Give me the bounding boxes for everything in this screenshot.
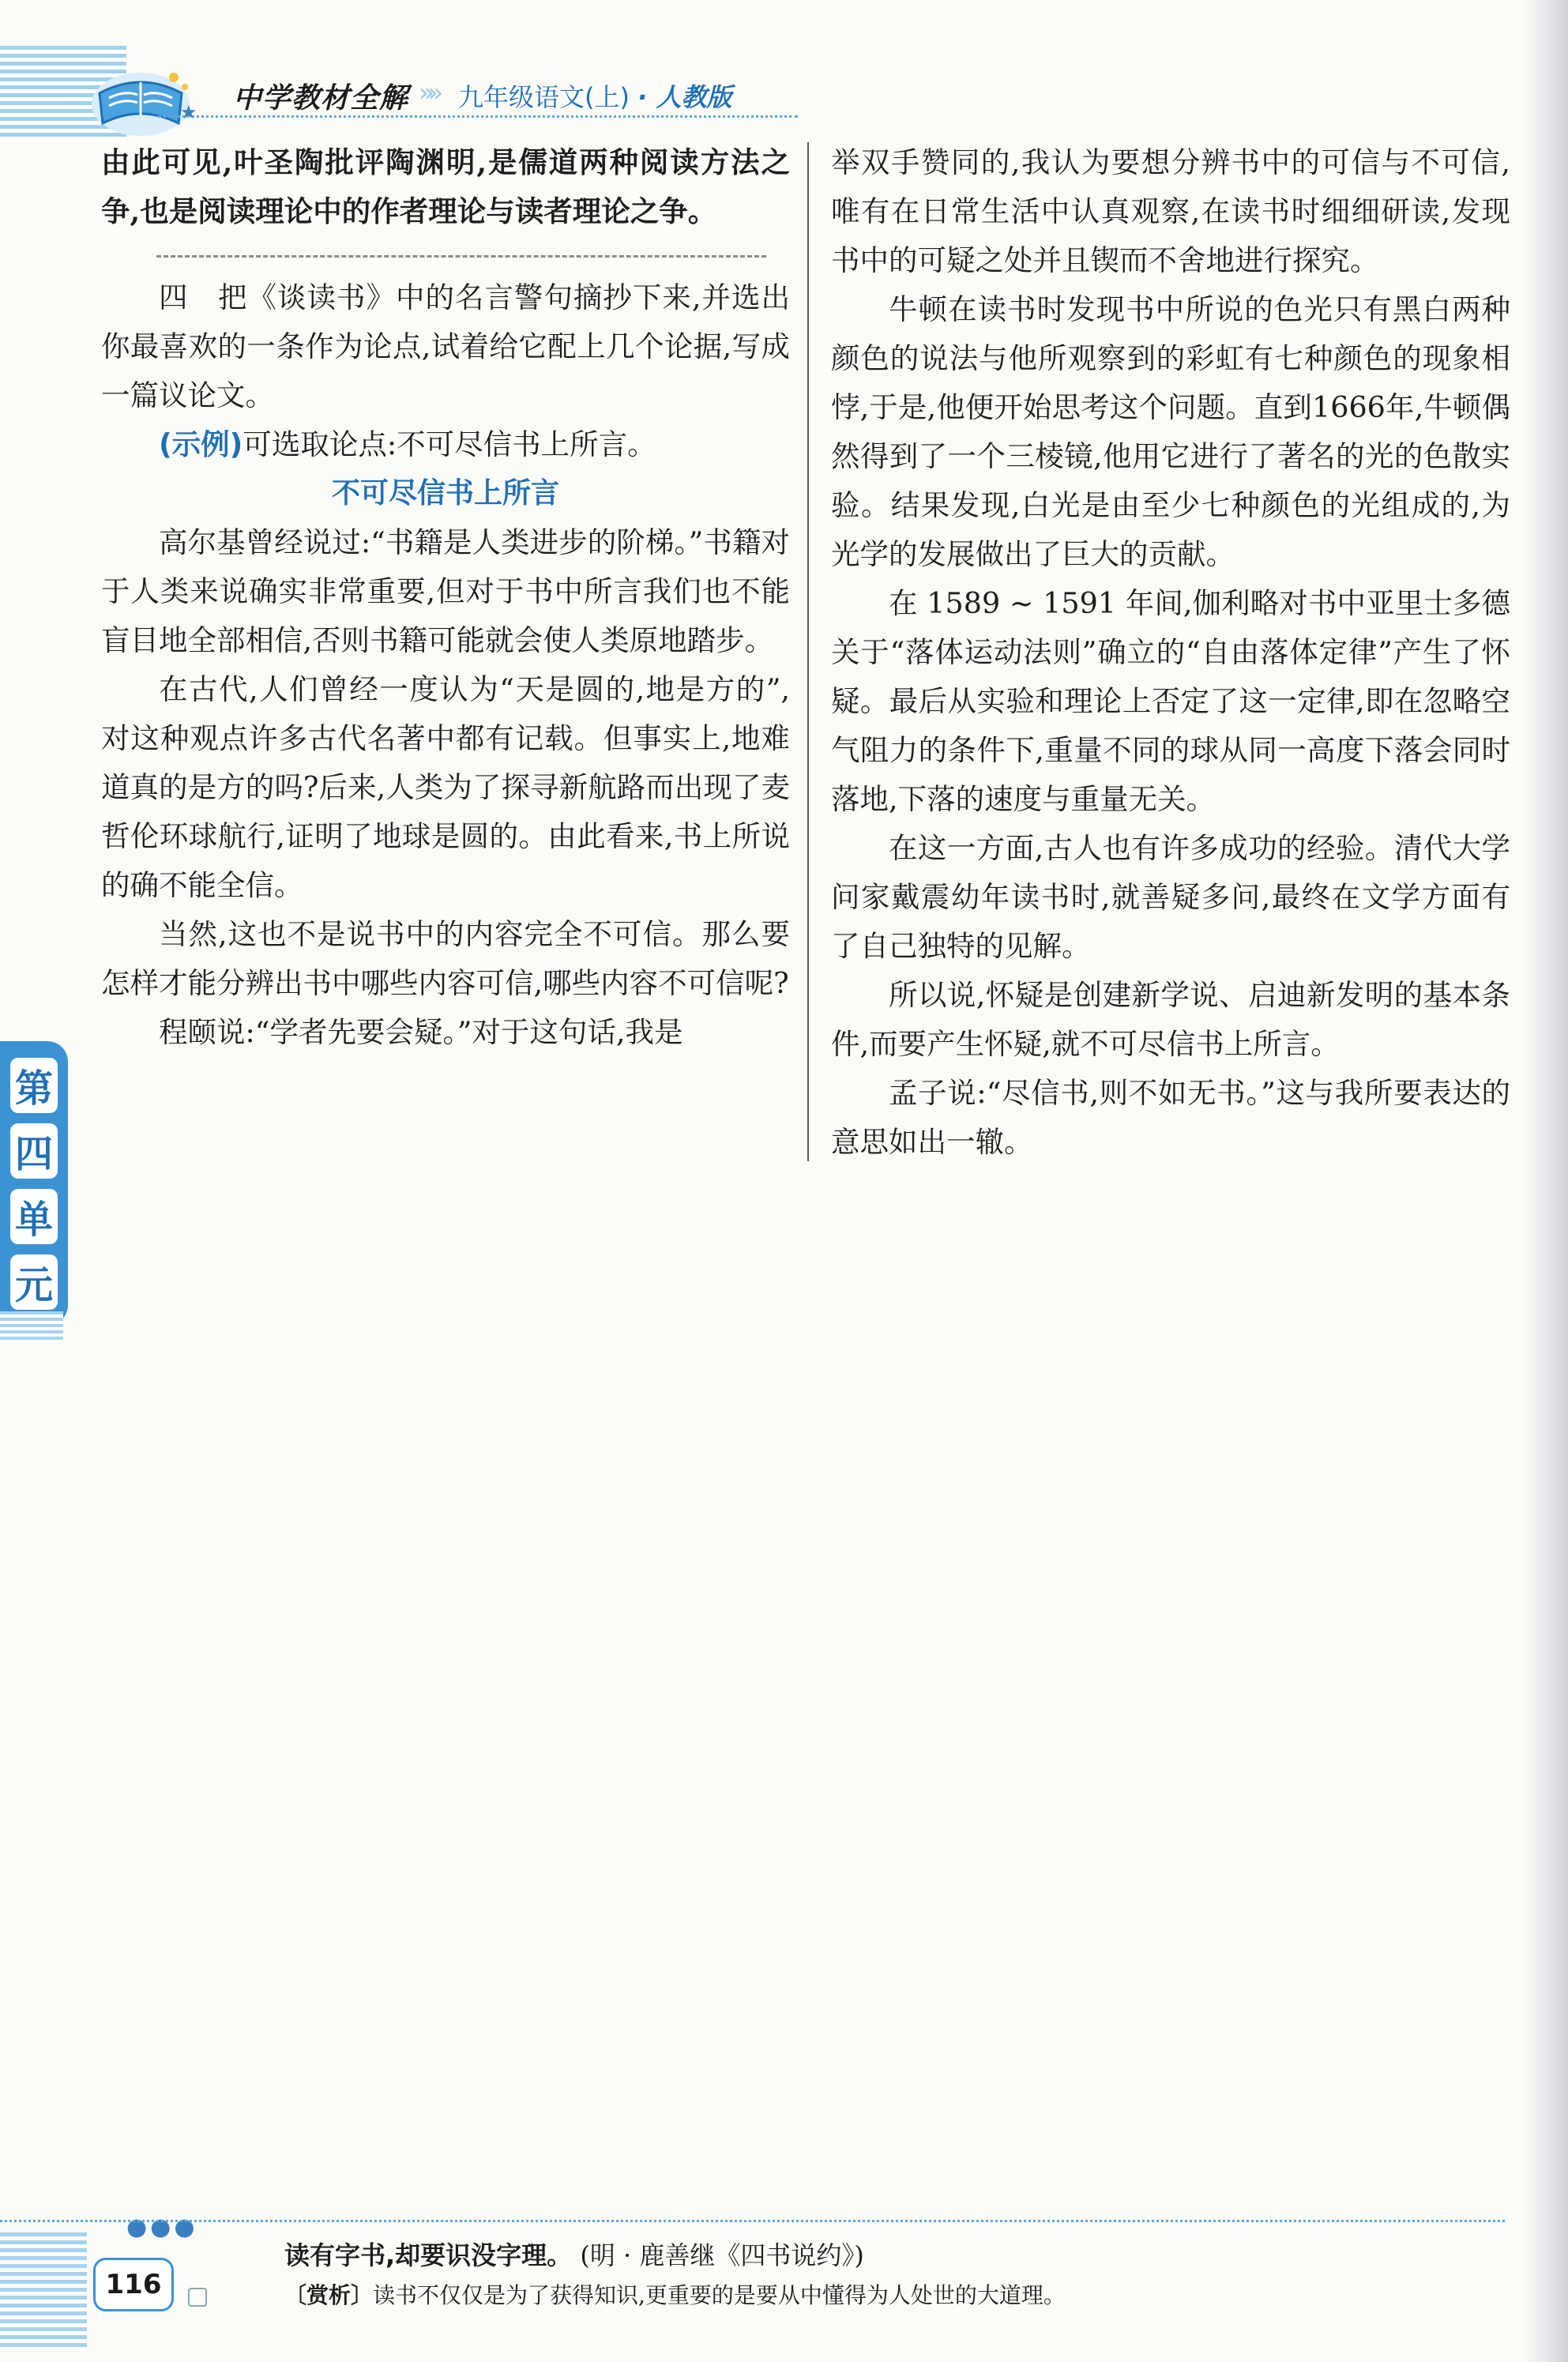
essay-paragraph-2: 在古代,人们曾经一度认为“天是圆的,地是方的”,对这种观点许多古代名著中都有记载。但事实上,地难道真的是方的吗?后来,人类为了探寻新航路而出现了麦哲伦环球航行,证明了地球是圆的。由此看来,书上所说的确不能全信。 [101,672,790,902]
page-edge-shadow [1521,0,1568,2362]
essay-paragraph-5: 牛顿在读书时发现书中所说的色光只有黑白两种颜色的说法与他所观察到的彩虹有七种颜色的现象相悖,于是,他便开始思考这个问题。直到1666年,牛顿偶然得到了一个三棱镜,他用它进行了著名的光的色散实验。结果发现,白光是由至少七种颜色的光组成的,为光学的发展做出了巨大的贡献。 [831,292,1510,571]
checkbox-square-icon [188,2288,207,2307]
book-logo-icon [85,55,196,142]
essay-paragraph-9: 孟子说:“尽信书,则不如无书。”这与我所要表达的意思如出一辙。 [831,1076,1510,1159]
star-icon: ★ [180,101,197,123]
footer-divider [0,2220,1505,2222]
analysis-tag: 〔赏析〕 [284,2282,374,2308]
header-arrow-icon: »» [419,77,438,107]
unit-tab-char-1: 第 [10,1058,58,1113]
dashed-separator [156,255,766,258]
page-number: 116 [93,2258,174,2311]
unit-tab-char-4: 元 [10,1254,58,1310]
unit-side-tab[interactable] [0,1041,68,1326]
footer-quote [284,2236,864,2272]
unit-tab-char-3: 单 [10,1189,58,1244]
essay-paragraph-4: 程颐说:“学者先要会疑。”对于这句话,我是 [159,1015,683,1049]
quote-source: (明 · 鹿善继《四书说约》) [580,2240,864,2270]
example-text: 可选取论点:不可尽信书上所言。 [243,427,656,461]
essay-paragraph-7: 在这一方面,古人也有许多成功的经验。清代大学问家戴震幼年读书时,就善疑多问,最终在文学方面有了自己独特的见解。 [831,831,1510,963]
footer-stripe-band [0,2232,87,2351]
column-divider [807,142,809,1161]
header-divider [158,115,798,118]
essay-paragraph-6: 在 1589 ~ 1591 年间,伽利略对书中亚里士多德关于“落体运动法则”确立的“自由落体定律”产生了怀疑。最后从实验和理论上否定了这一定律,即在忽略空气阻力的条件下,重量不同的球从同一高度下落会同时落地,下落的速度与重量无关。 [831,586,1510,816]
footer-analysis [284,2278,1066,2310]
essay-paragraph-4-cont: 举双手赞同的,我认为要想分辨书中的可信与不可信,唯有在日常生活中认真观察,在读书时细细研读,发现书中的可疑之处并且锲而不舍地进行探究。 [831,145,1510,277]
page-header [0,0,1568,150]
edition-label: · 人教版 [637,82,732,112]
essay-title: 不可尽信书上所言 [331,477,559,510]
grade-subject: 九年级语文(上) [458,82,630,112]
essay-paragraph-8: 所以说,怀疑是创建新学说、启迪新发明的基本条件,而要产生怀疑,就不可尽信书上所言。 [831,978,1510,1061]
book-subtitle [458,77,731,114]
essay-paragraph-1: 高尔基曾经说过:“书籍是人类进步的阶梯。”书籍对于人类来说确实非常重要,但对于书中所言我们也不能盲目地全部相信,否则书籍可能就会使人类原地踏步。 [101,525,790,657]
series-title: 中学教材全解 [233,82,409,115]
left-column [101,138,790,1057]
exercise-question: 四 把《谈读书》中的名言警句摘抄下来,并选出你最喜欢的一条作为论点,试着给它配上几个论据,写成一篇议论文。 [101,280,790,412]
example-line [101,420,790,469]
side-stripe-band [0,1311,63,1343]
quote-text: 读有字书,却要识没字理。 [284,2240,573,2270]
intro-paragraph: 由此可见,叶圣陶批评陶渊明,是儒道两种阅读方法之争,也是阅读理论中的作者理论与读者理论之争。 [101,145,790,228]
right-column [831,138,1510,1167]
footer-dots-icon: ●●● [126,2213,198,2241]
essay-paragraph-3: 当然,这也不是说书中的内容完全不可信。那么要怎样才能分辨出书中哪些内容可信,哪些内容不可信呢? [101,917,790,1000]
analysis-text: 读书不仅仅是为了获得知识,更重要的是要从中懂得为人处世的大道理。 [373,2282,1066,2308]
example-tag: (示例) [159,427,243,461]
unit-tab-char-2: 四 [10,1123,58,1179]
